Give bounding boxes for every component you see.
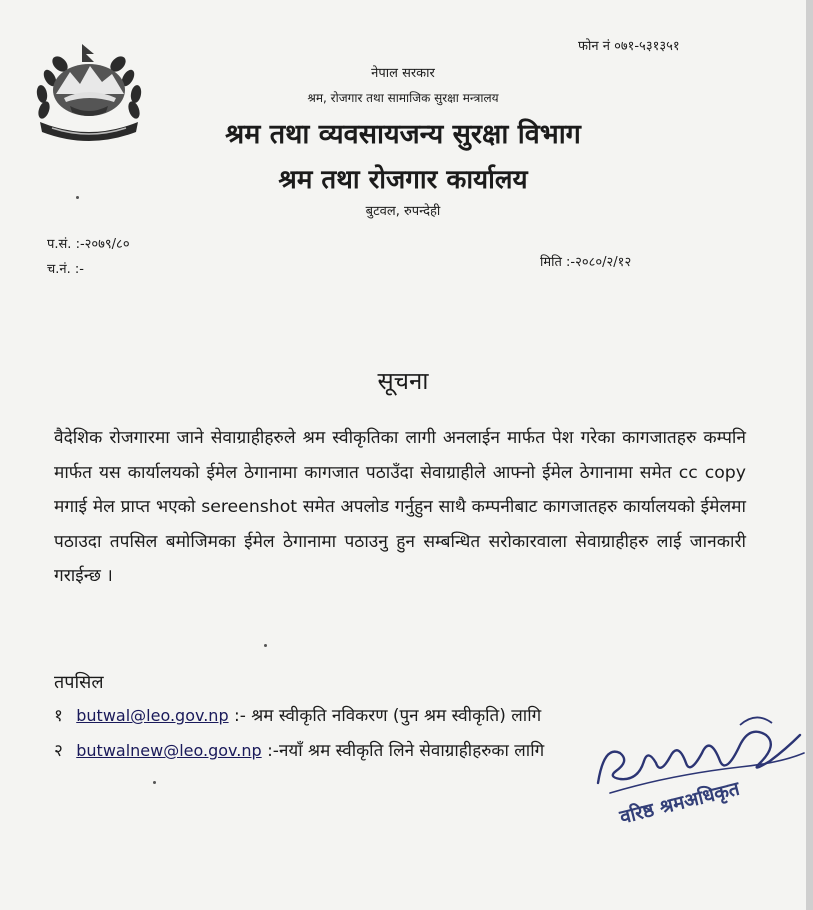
item-number: २ [54,741,63,761]
department-name: श्रम तथा व्यवसायजन्य सुरक्षा विभाग [225,119,581,150]
email-link-renewal[interactable]: butwal@leo.gov.np [76,706,229,725]
paper-speck [153,781,156,784]
item-description: :-नयाँ श्रम स्वीकृति लिने सेवाग्राहीहरुका लागि [267,741,545,761]
office-address: बुटवल, रुपन्देही [365,204,441,219]
government-name: नेपाल सरकार [371,66,435,81]
item-description: :- श्रम स्वीकृति नविकरण (पुन श्रम स्वीकृति) लागि [234,706,542,726]
notice-title: सूचना [377,367,429,395]
paper-speck [76,196,79,199]
notice-body: वैदेशिक रोजगारमा जाने सेवाग्राहीहरुले श्रम स्वीकृतिका लागी अनलाईन मार्फत पेश गरेका कागजातहरु कम्पनि मार्फत यस कार्यालयको ईमेल ठेगानामा कागजात पठाउँदा सेवाग्राहीले आफ्नो ईमेल ठेगानामा समेत cc copy मगाई मेल प्राप्त भएको sereenshot समेत अपलोड गर्नुहुन साथै कम्पनीबाट कागजातहरु कार्यालयको ईमेलमा पठाउदा तपसिल बमोजिमका ईमेल ठेगानामा पठाउनु हुन सम्बन्धित सरोकारवाला सेवाग्राहीहरु लाई जानकारी गराईन्छ । [54,428,746,587]
dispatch-number: च.नं. :- [47,262,84,277]
reference-number: प.सं. :-२०७९/८० [47,237,130,252]
ministry-name: श्रम, रोजगार तथा सामाजिक सुरक्षा मन्त्रालय [307,91,499,105]
email-link-new[interactable]: butwalnew@leo.gov.np [76,741,262,760]
item-number: १ [54,706,63,726]
officer-stamp: वरिष्ठ श्रमअधिकृत [617,777,742,829]
details-heading: तपसिल [54,672,104,693]
details-item [54,703,541,726]
details-item [54,738,544,761]
phone-number: फोन नं ०७१-५३१३५१ [578,39,680,54]
paper-speck [264,644,267,647]
office-name: श्रम तथा रोजगार कार्यालय [278,165,528,195]
letter-date: मिति :-२०८०/२/१२ [540,255,632,270]
page-edge [806,0,813,910]
